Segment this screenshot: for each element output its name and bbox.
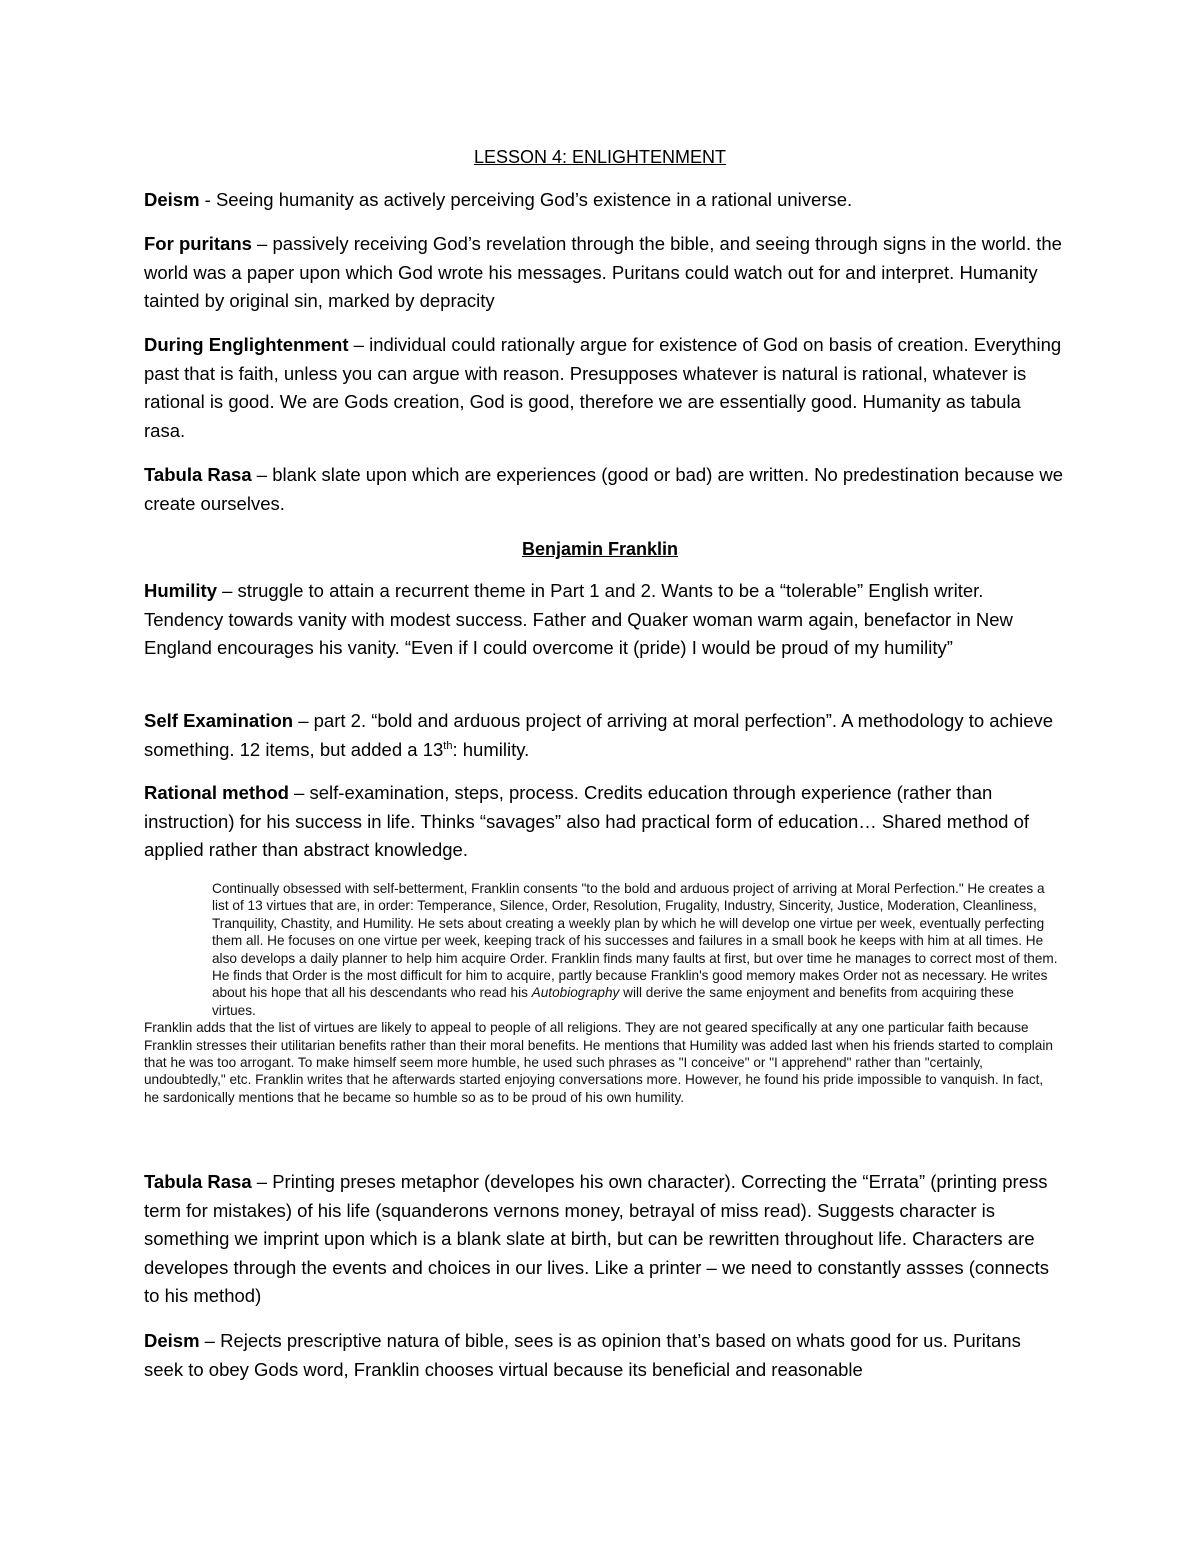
- tabula-rasa-metaphor-text: – Printing preses metaphor (developes his own character). Correcting the “Errata” (printing press term for mistakes) of his life (squanderons vernons money, betrayal of miss read). Suggests character is something we imprint upon which is a blank slate at birth, but can be rewritten throughout life. Characters are developes through the events and choices in our lives. Like a printer – we need to constantly assses (connects to his method): [144, 1171, 1049, 1306]
- deism-franklin-text: – Rejects prescriptive natura of bible, sees is as opinion that’s based on whats good for us. Puritans seek to obey Gods word, Franklin chooses virtual because its beneficial and reasonable: [144, 1330, 1021, 1380]
- self-examination-text-end: : humility.: [452, 738, 530, 760]
- rational-method-text: – self-examination, steps, process. Credits education through experience (rather than instruction) for his success in life. Thinks “savages” also had practical form of education… Shared method of applied rather than abstract knowledge.: [144, 782, 1029, 860]
- term-rational-method: Rational method: [144, 782, 289, 803]
- humility-text: – struggle to attain a recurrent theme in Part 1 and 2. Wants to be a “tolerable” English writer. Tendency towards vanity with modest success. Father and Quaker woman warm again, benefactor in New England encourages his vanity. “Even if I could overcome it (pride) I would be proud of my humility”: [144, 580, 1013, 658]
- term-self-examination: Self Examination: [144, 710, 294, 731]
- excerpt-text-2: will derive the same enjoyment and benefits from acquiring these virtues.: [212, 985, 1014, 1018]
- term-enlightenment: During Englightenment: [144, 334, 349, 355]
- humility-definition: [144, 577, 1064, 663]
- tabula-rasa-definition: [144, 461, 1064, 518]
- puritans-definition: [144, 230, 1064, 316]
- enlightenment-text: – individual could rationally argue for existence of God on basis of creation. Everything past that is faith, unless you can argue with reason. Presupposes whatever is natural is rational, whatever is rational is good. We are Gods creation, God is good, therefore we are essentially good. Humanity as tabula rasa.: [144, 334, 1062, 441]
- term-tabula-rasa-2: Tabula Rasa: [144, 1171, 252, 1192]
- tabula-rasa-metaphor: [144, 1168, 1064, 1311]
- term-tabula-rasa: Tabula Rasa: [144, 464, 252, 485]
- autobiography-title: Autobiography: [531, 985, 620, 1001]
- deism-definition: [144, 186, 1064, 215]
- rational-method-definition: [144, 779, 1064, 865]
- term-deism: Deism: [144, 189, 200, 210]
- term-puritans: For puritans: [144, 233, 252, 254]
- excerpt-text-1: Continually obsessed with self-betterment, Franklin consents "to the bold and arduous project of arriving at Moral Perfection." He creates a list of 13 virtues that are, in order: Temperance, Silence, Order, Resolution, Frugality, Industry, Sincerity, Justice, Moderation, Cleanliness, Tranquility, Chastity, and Humility. He sets about creating a weekly plan by which he will develop one virtue per week, eventually perfecting them all. He focuses on one virtue per week, keeping track of his successes and failures in a small book he keeps with him at all times. He also develops a daily planner to help him acquire Order. Franklin finds many faults at first, but over time he manages to correct most of them. He finds that Order is the most difficult for him to acquire, partly because Franklin's good memory makes Order not as necessary. He writes about his hope that all his descendants who read his: [212, 881, 1058, 1001]
- excerpt-paragraph-1: [144, 880, 1060, 1019]
- term-deism-2: Deism: [144, 1330, 200, 1351]
- deism-franklin: [144, 1327, 1064, 1384]
- tabula-rasa-text: – blank slate upon which are experiences (good or bad) are written. No predestination because we create ourselves.: [144, 464, 1064, 514]
- term-humility: Humility: [144, 580, 217, 601]
- excerpt-paragraph-2: Franklin adds that the list of virtues are likely to appeal to people of all religions. They are not geared specifically at any one particular faith because Franklin stresses their utilitarian benefits rather than their moral benefits. He mentions that Humility was added last when his friends started to complain that he was too arrogant. To make himself seem more humble, he used such phrases as "I conceive" or "I apprehend" rather than "certainly, undoubtedly," etc. Franklin writes that he afterwards started enjoying conversations more. However, he found his pride impossible to vanquish. In fact, he sardonically mentions that he became so humble so as to be proud of his own humility.: [144, 1020, 1053, 1105]
- enlightenment-definition: [144, 331, 1064, 445]
- self-examination-text: – part 2. “bold and arduous project of arriving at moral perfection”. A methodology to achieve something. 12 items, but added a 13: [144, 710, 1054, 760]
- section-heading: Benjamin Franklin: [521, 539, 679, 559]
- summary-excerpt: [144, 880, 1060, 1106]
- self-examination-definition: [144, 707, 1064, 764]
- deism-text: - Seeing humanity as actively perceiving God’s existence in a rational universe.: [199, 189, 853, 210]
- page-title: LESSON 4: ENLIGHTENMENT: [473, 147, 727, 167]
- puritans-text: – passively receiving God’s revelation through the bible, and seeing through signs in the world. the world was a paper upon which God wrote his messages. Puritans could watch out for and interpret. Humanity tainted by original sin, marked by depracity: [144, 233, 1062, 311]
- superscript-th: th: [443, 739, 453, 752]
